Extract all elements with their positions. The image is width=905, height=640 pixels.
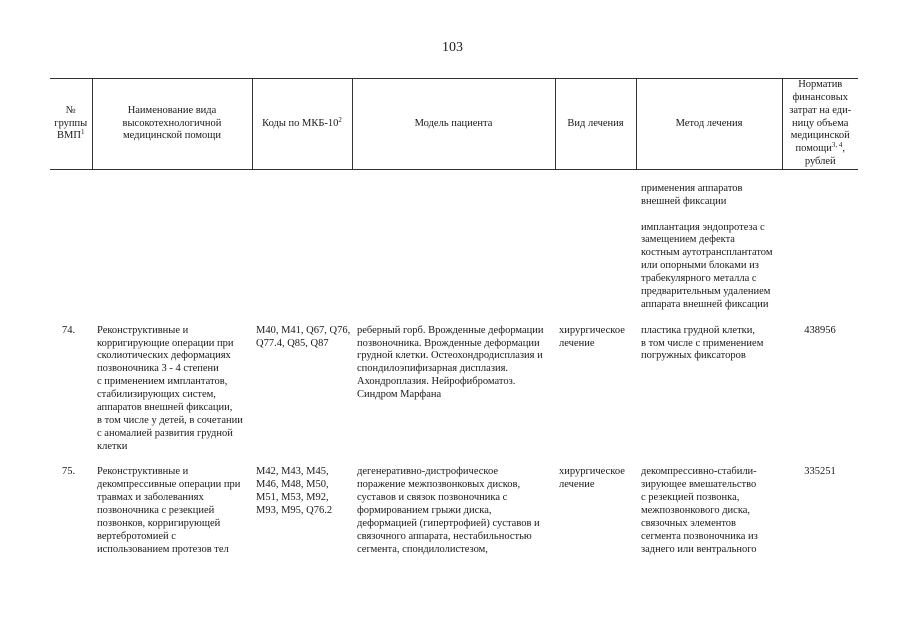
table-row <box>50 170 858 312</box>
cell-treatment-method <box>636 454 782 557</box>
cell-line: суставов и связок позвоночника с <box>357 492 508 504</box>
cell-line: декомпрессивные операции при <box>97 479 241 491</box>
header-text: Модель пациента <box>414 117 493 129</box>
cell-patient-model <box>352 170 555 312</box>
cell-line: сколиотических деформациях <box>97 350 231 362</box>
cell-line: заднего или вентрального <box>641 543 757 555</box>
cell-line: M93, M95, Q76.2 <box>256 505 333 517</box>
cell-line: 75. <box>62 466 76 478</box>
header-text: помощи <box>795 143 832 155</box>
cell-line: деформацией (гипертрофией) суставов и <box>357 518 540 530</box>
header-text: Норматив <box>798 79 843 91</box>
cell-paragraph <box>641 183 782 209</box>
cell-paragraph <box>782 325 858 338</box>
header-line <box>95 118 250 131</box>
cell-icd-codes <box>252 170 352 312</box>
cell-patient-model <box>352 454 555 557</box>
cell-paragraph <box>62 325 92 338</box>
cell-paragraph <box>97 466 252 556</box>
cell-line: хирургическое <box>559 466 625 478</box>
cell-line: в том числе с применением <box>641 337 764 349</box>
cell-line: реберный горб. Врожденные деформации <box>357 324 544 336</box>
cell-icd-codes <box>252 312 352 454</box>
cell-line: пластика грудной клетки, <box>641 324 756 336</box>
cell-paragraph <box>97 325 252 454</box>
header-text: финансовых <box>792 92 848 103</box>
table-body <box>50 170 858 557</box>
cell-care-type <box>92 454 252 557</box>
cell-line: связочного аппарата, нестабильностью <box>357 530 532 542</box>
cell-line: или опорными блоками из <box>641 260 759 272</box>
cell-paragraph <box>357 466 555 556</box>
cell-paragraph <box>641 325 782 364</box>
cell-line: трабекулярного металла с <box>641 273 757 285</box>
cell-patient-model <box>352 312 555 454</box>
cell-line: M40, M41, Q67, Q76, <box>256 324 351 336</box>
header-text: Коды по МКБ-10 <box>262 117 339 129</box>
header-cost-standard <box>782 79 858 170</box>
cell-line: с аномалией развития грудной <box>97 427 233 439</box>
table-row <box>50 312 858 454</box>
cell-care-type <box>92 170 252 312</box>
cell-line: хирургическое <box>559 324 625 336</box>
header-line <box>785 156 857 169</box>
cell-line: лечение <box>559 337 595 349</box>
cell-line: имплантация эндопротеза с <box>641 221 765 233</box>
cell-paragraph <box>559 466 636 492</box>
cell-line: поражение межпозвонковых дисков, <box>357 479 521 491</box>
medical-care-table <box>50 78 858 557</box>
cell-icd-codes <box>252 454 352 557</box>
cell-line: Синдром Марфана <box>357 389 442 401</box>
header-line <box>52 105 90 118</box>
header-text: группы <box>54 117 88 129</box>
cell-paragraph <box>256 325 352 351</box>
cell-line: межпозвонкового диска, <box>641 505 751 517</box>
cell-line: замещением дефекта <box>641 234 735 246</box>
cell-line: формированием грыжи диска, <box>357 505 492 517</box>
cell-line: Реконструктивные и <box>97 324 189 336</box>
header-line <box>95 130 250 143</box>
header-icd-codes <box>252 79 352 170</box>
cell-line: позвоночника 3 - 4 степени <box>97 363 219 375</box>
cell-treatment-type <box>555 312 636 454</box>
header-line <box>785 79 857 92</box>
footnote-ref: 3, 4 <box>831 141 843 150</box>
header-text: Наименование вида <box>127 104 217 116</box>
header-line <box>785 143 857 156</box>
header-line <box>255 115 350 131</box>
cell-treatment-method <box>636 170 782 312</box>
cell-paragraph <box>559 325 636 351</box>
header-line <box>785 92 857 105</box>
cell-line: внешней фиксации <box>641 195 727 207</box>
cell-line: позвоночника с резекцией <box>97 505 215 517</box>
cell-line: аппаратов внешней фиксации, <box>97 402 233 414</box>
cell-line: позвонков, корригирующей <box>97 518 221 530</box>
cell-line: M42, M43, M45, <box>256 466 329 478</box>
header-care-type <box>92 79 252 170</box>
header-treatment-method <box>636 79 782 170</box>
header-text: медицинской <box>790 130 850 142</box>
header-text: затрат на еди- <box>789 104 852 116</box>
cell-line: 74. <box>62 324 76 336</box>
cell-line: 335251 <box>804 466 836 478</box>
cell-line: спондилоэпифизарная дисплазия. <box>357 363 509 375</box>
cell-cost-standard <box>782 170 858 312</box>
cell-line: травмах и заболеваниях <box>97 492 204 504</box>
cell-group-number <box>50 312 92 454</box>
cell-line: декомпрессивно-стабили- <box>641 466 757 478</box>
header-group-number <box>50 79 92 170</box>
cell-treatment-type <box>555 170 636 312</box>
cell-line: лечение <box>559 479 595 491</box>
table-header-row <box>50 79 858 170</box>
header-line <box>785 105 857 118</box>
header-text: Вид лечения <box>567 117 624 129</box>
cell-paragraph <box>782 466 858 479</box>
cell-line: дегенеративно-дистрофическое <box>357 466 499 478</box>
cell-line: 438956 <box>804 324 836 336</box>
cell-group-number <box>50 454 92 557</box>
header-line <box>785 130 857 143</box>
header-text: высокотехнологичной <box>122 117 222 129</box>
cell-paragraph <box>62 466 92 479</box>
cell-paragraph <box>641 222 782 312</box>
cell-line: сегмента позвоночника из <box>641 530 758 542</box>
cell-line: в том числе у детей, в сочетании <box>97 414 243 426</box>
cell-cost-standard <box>782 454 858 557</box>
cell-line: Ахондроплазия. Нейрофиброматоз. <box>357 376 516 388</box>
cell-line: клетки <box>97 440 128 452</box>
cell-cost-standard <box>782 312 858 454</box>
cell-line: Q77.4, Q85, Q87 <box>256 337 329 349</box>
cell-treatment-method <box>636 312 782 454</box>
cell-line: аппарата внешней фиксации <box>641 298 769 310</box>
cell-line: сегмента, спондилолистезом, <box>357 543 488 555</box>
cell-line: предварительным удалением <box>641 286 771 298</box>
cell-paragraph <box>641 466 782 556</box>
header-line <box>95 105 250 118</box>
cell-line: костным аутотрансплантатом <box>641 247 773 259</box>
cell-line: M51, M53, M92, <box>256 492 329 504</box>
header-patient-model <box>352 79 555 170</box>
header-text: ницу объема <box>792 117 849 129</box>
header-treatment-type <box>555 79 636 170</box>
cell-treatment-type <box>555 454 636 557</box>
cell-line: погружных фиксаторов <box>641 350 746 362</box>
cell-line: стабилизирующих систем, <box>97 389 216 401</box>
table-row <box>50 454 858 557</box>
footnote-ref: 2 <box>338 115 342 124</box>
cell-line: M46, M48, M50, <box>256 479 329 491</box>
header-text: № <box>65 104 76 116</box>
header-text: ВМП <box>57 130 81 142</box>
cell-line: вертебротомией с <box>97 530 176 542</box>
header-text-tail: , <box>842 143 845 155</box>
page-number: 103 <box>442 40 463 55</box>
cell-paragraph <box>256 466 352 518</box>
header-line <box>785 118 857 131</box>
cell-line: с резекцией позвонка, <box>641 492 740 504</box>
cell-line: грудной клетки. Остеохондродисплазия и <box>357 350 543 362</box>
cell-line: применения аппаратов <box>641 182 743 194</box>
cell-line: зирующее вмешательство <box>641 479 757 491</box>
header-line <box>52 130 90 143</box>
footnote-ref: 1 <box>80 128 85 137</box>
cell-group-number <box>50 170 92 312</box>
cell-paragraph <box>357 325 555 402</box>
header-line <box>558 118 634 131</box>
cell-line: позвоночника. Врожденные деформации <box>357 337 540 349</box>
header-text: Метод лечения <box>675 117 743 129</box>
table-header <box>50 79 858 170</box>
header-text: медицинской помощи <box>123 130 221 142</box>
cell-line: использованием протезов тел <box>97 543 229 555</box>
cell-line: Реконструктивные и <box>97 466 189 478</box>
cell-line: связочных элементов <box>641 518 737 530</box>
header-line <box>355 118 553 131</box>
header-line <box>639 118 780 131</box>
cell-care-type <box>92 312 252 454</box>
cell-line: корригирующие операции при <box>97 337 234 349</box>
header-text: рублей <box>804 155 836 167</box>
cell-line: с применением имплантатов, <box>97 376 228 388</box>
